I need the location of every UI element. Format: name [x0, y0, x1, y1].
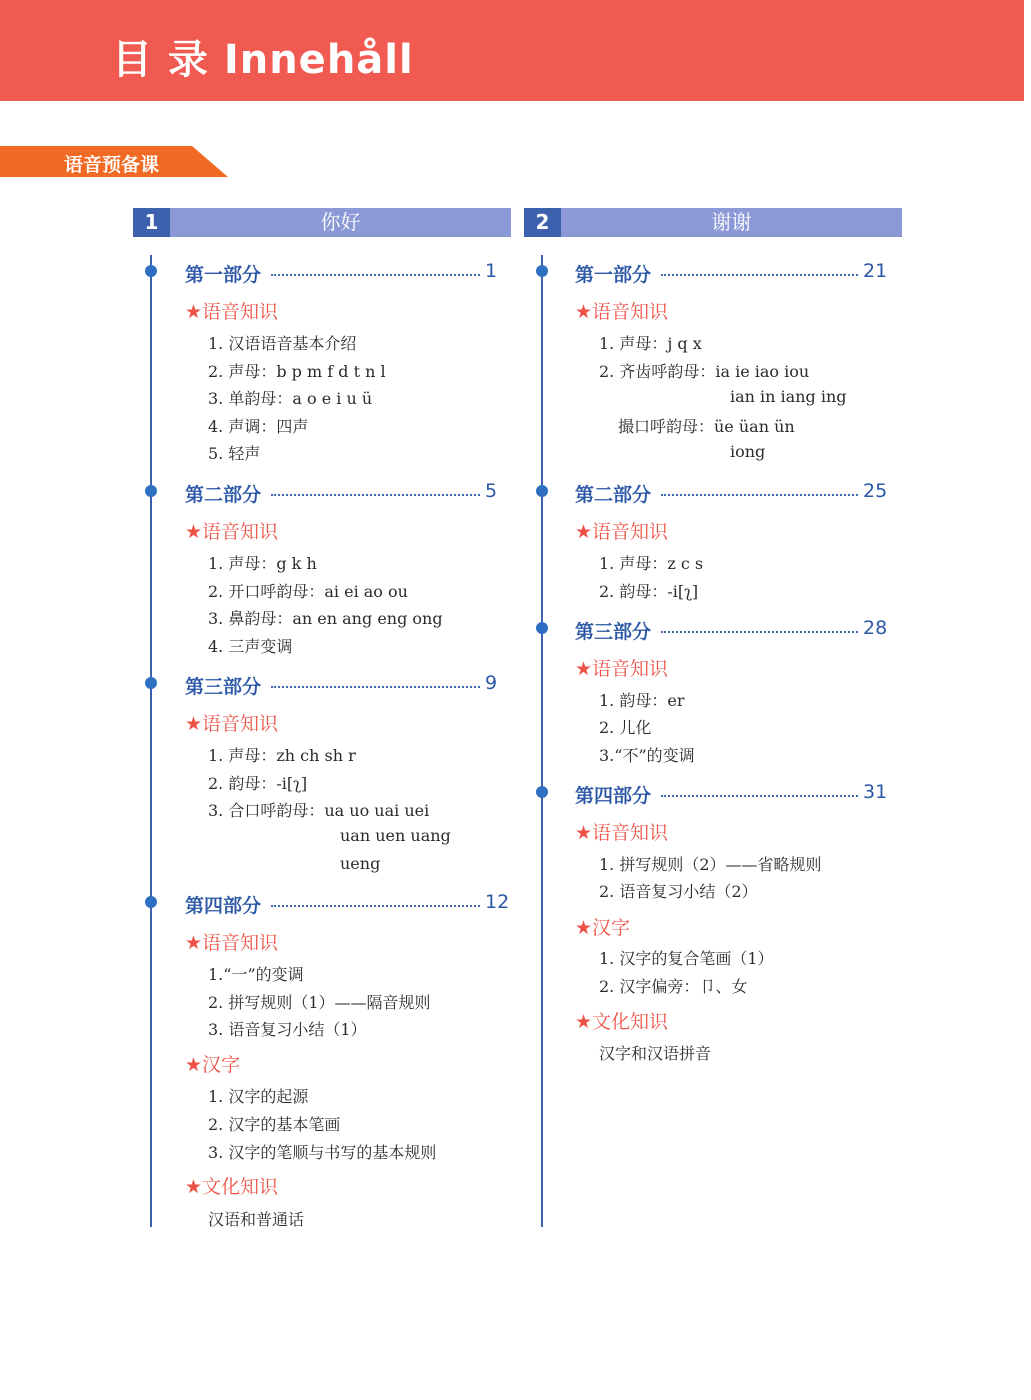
lesson-title: 你好 [320, 210, 361, 234]
list-item: 3. 鼻韵母：an en ang eng ong [208, 609, 443, 628]
part-title: 第四部分 [575, 785, 652, 807]
section-heading: ★语音知识 [575, 658, 669, 680]
part-row[interactable] [185, 260, 525, 286]
dotted-leader [661, 795, 858, 797]
part-title: 第四部分 [185, 895, 262, 917]
section-heading: ★汉字 [575, 917, 631, 939]
dotted-leader [271, 905, 480, 907]
timeline-dot [536, 786, 548, 798]
list-item: 1. 汉字的复合笔画（1） [599, 949, 774, 968]
part-row[interactable] [575, 260, 903, 286]
list-item: 1. 声母：z c s [599, 554, 704, 573]
list-item: 2. 齐齿呼韵母：ia ie iao iou [599, 362, 810, 381]
list-item: 2. 语音复习小结（2） [599, 882, 758, 901]
list-item: 1. 声母：zh ch sh r [208, 746, 356, 765]
timeline-dot [145, 485, 157, 497]
timeline-dot [536, 622, 548, 634]
timeline-dot [536, 265, 548, 277]
lesson-header [133, 208, 511, 237]
part-row[interactable] [575, 480, 903, 506]
list-item: 3.“不”的变调 [599, 746, 695, 765]
list-item: 3. 语音复习小结（1） [208, 1020, 367, 1039]
section-heading: ★语音知识 [575, 521, 669, 543]
list-item: 汉字和汉语拼音 [599, 1044, 712, 1063]
list-item: 撮口呼韵母：üe üan ün [618, 417, 795, 436]
list-item: 2. 韵母：-i[ʅ] [208, 774, 308, 793]
list-item: 1. 声母：j q x [599, 334, 702, 353]
part-title: 第二部分 [575, 484, 652, 506]
timeline-line [541, 255, 543, 1227]
header-banner [0, 0, 1024, 101]
list-item: 3. 单韵母：a o e i u ü [208, 389, 373, 408]
list-item: 汉语和普通话 [208, 1210, 305, 1229]
list-item: 5. 轻声 [208, 444, 261, 463]
list-item: 1. 汉字的起源 [208, 1087, 309, 1106]
dotted-leader [661, 494, 858, 496]
section-tag [0, 146, 228, 177]
lesson-column [133, 208, 511, 237]
timeline-dot [145, 896, 157, 908]
list-item: 2. 汉字偏旁：卩、女 [599, 977, 748, 996]
part-title: 第一部分 [575, 264, 652, 286]
lesson-header [524, 208, 902, 237]
lesson-title: 谢谢 [711, 210, 752, 234]
list-item: 2. 汉字的基本笔画 [208, 1115, 341, 1134]
lesson-number: 2 [524, 208, 561, 237]
list-item: uan uen uang [340, 826, 451, 845]
dotted-leader [271, 686, 480, 688]
part-row[interactable] [185, 891, 525, 917]
part-title: 第三部分 [185, 676, 262, 698]
page-number: 21 [863, 260, 888, 282]
list-item: 2. 韵母：-i[ʅ] [599, 582, 699, 601]
page-number: 28 [863, 617, 888, 639]
list-item: 2. 开口呼韵母：ai ei ao ou [208, 582, 408, 601]
timeline-line [150, 255, 152, 1227]
part-title: 第二部分 [185, 484, 262, 506]
page-number: 25 [863, 480, 888, 502]
list-item: 1. 声母：g k h [208, 554, 317, 573]
section-heading: ★语音知识 [185, 932, 279, 954]
list-item: 1. 拼写规则（2）——省略规则 [599, 855, 822, 874]
part-row[interactable] [575, 617, 903, 643]
page-title: 目 录 Innehåll [112, 37, 414, 83]
list-item: 2. 声母：b p m f d t n l [208, 362, 386, 381]
list-item: 1. 汉语语音基本介绍 [208, 334, 357, 353]
list-item: ueng [340, 854, 381, 873]
list-item: 3. 合口呼韵母：ua uo uai uei [208, 801, 430, 820]
page-number: 9 [485, 672, 498, 694]
list-item: 2. 拼写规则（1）——隔音规则 [208, 993, 431, 1012]
timeline-dot [145, 677, 157, 689]
section-heading: ★汉字 [185, 1054, 241, 1076]
section-tag-label: 语音预备课 [64, 154, 160, 176]
part-row[interactable] [185, 480, 525, 506]
lesson-number: 1 [133, 208, 170, 237]
list-item: 1.“一”的变调 [208, 965, 304, 984]
dotted-leader [661, 631, 858, 633]
section-heading: ★文化知识 [185, 1176, 279, 1198]
page-number: 5 [485, 480, 498, 502]
list-item: iong [730, 442, 766, 461]
dotted-leader [271, 274, 480, 276]
part-title: 第一部分 [185, 264, 262, 286]
section-heading: ★文化知识 [575, 1011, 669, 1033]
dotted-leader [271, 494, 480, 496]
list-item: 4. 三声变调 [208, 637, 293, 656]
section-heading: ★语音知识 [185, 521, 279, 543]
page-number: 12 [485, 891, 510, 913]
part-row[interactable] [185, 672, 525, 698]
section-heading: ★语音知识 [575, 822, 669, 844]
list-item: ian in iang ing [730, 387, 847, 406]
timeline-dot [145, 265, 157, 277]
dotted-leader [661, 274, 858, 276]
part-title: 第三部分 [575, 621, 652, 643]
page-number: 31 [863, 781, 888, 803]
part-row[interactable] [575, 781, 903, 807]
page-number: 1 [485, 260, 498, 282]
list-item: 1. 韵母：er [599, 691, 685, 710]
list-item: 2. 儿化 [599, 718, 652, 737]
lesson-column [524, 208, 902, 237]
section-heading: ★语音知识 [185, 713, 279, 735]
timeline-dot [536, 485, 548, 497]
list-item: 3. 汉字的笔顺与书写的基本规则 [208, 1143, 437, 1162]
section-heading: ★语音知识 [185, 301, 279, 323]
section-heading: ★语音知识 [575, 301, 669, 323]
list-item: 4. 声调：四声 [208, 417, 309, 436]
